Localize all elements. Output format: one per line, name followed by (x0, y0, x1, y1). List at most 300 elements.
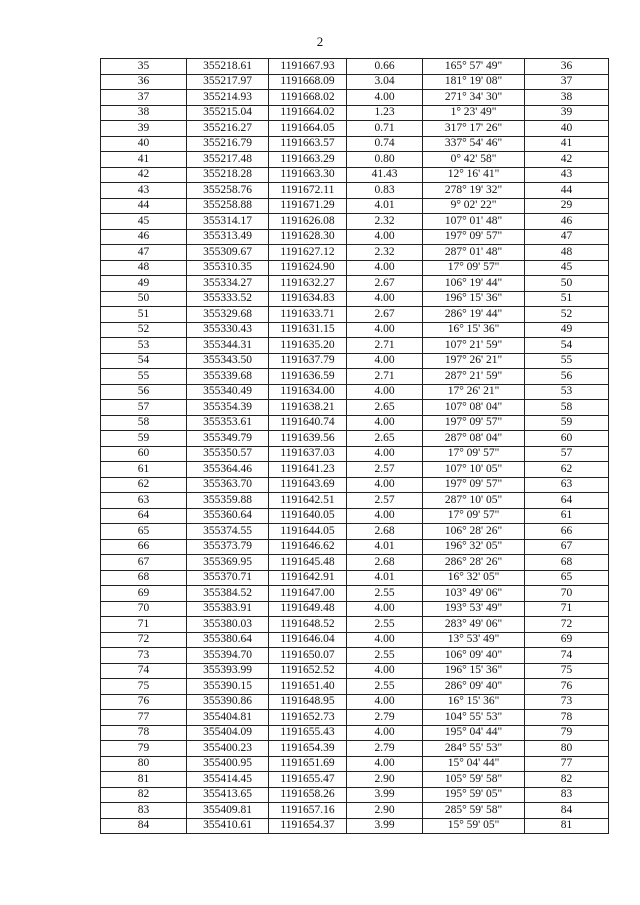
next-point-cell: 52 (525, 307, 609, 323)
point-number-cell: 65 (101, 524, 187, 540)
x-coordinate-cell: 355354.39 (187, 400, 269, 416)
y-coordinate-cell: 1191626.08 (269, 214, 347, 230)
x-coordinate-cell: 355360.64 (187, 508, 269, 524)
point-number-cell: 54 (101, 353, 187, 369)
distance-cell: 2.90 (347, 772, 423, 788)
x-coordinate-cell: 355390.15 (187, 679, 269, 695)
next-point-cell: 71 (525, 601, 609, 617)
x-coordinate-cell: 355340.49 (187, 384, 269, 400)
table-row (101, 214, 609, 230)
y-coordinate-cell: 1191642.91 (269, 570, 347, 586)
distance-cell: 4.01 (347, 198, 423, 214)
bearing-cell: 195° 04' 44" (423, 725, 525, 741)
distance-cell: 4.00 (347, 477, 423, 493)
distance-cell: 4.00 (347, 291, 423, 307)
table-row (101, 59, 609, 75)
next-point-cell: 67 (525, 539, 609, 555)
bearing-cell: 284° 55' 53" (423, 741, 525, 757)
point-number-cell: 49 (101, 276, 187, 292)
x-coordinate-cell: 355404.81 (187, 710, 269, 726)
point-number-cell: 61 (101, 462, 187, 478)
point-number-cell: 51 (101, 307, 187, 323)
x-coordinate-cell: 355384.52 (187, 586, 269, 602)
table-row (101, 818, 609, 834)
next-point-cell: 59 (525, 415, 609, 431)
y-coordinate-cell: 1191637.79 (269, 353, 347, 369)
table-row (101, 493, 609, 509)
next-point-cell: 58 (525, 400, 609, 416)
next-point-cell: 50 (525, 276, 609, 292)
next-point-cell: 37 (525, 74, 609, 90)
distance-cell: 2.67 (347, 307, 423, 323)
table-row (101, 756, 609, 772)
distance-cell: 2.32 (347, 214, 423, 230)
table-row (101, 229, 609, 245)
x-coordinate-cell: 355334.27 (187, 276, 269, 292)
y-coordinate-cell: 1191654.37 (269, 818, 347, 834)
point-number-cell: 41 (101, 152, 187, 168)
distance-cell: 0.83 (347, 183, 423, 199)
y-coordinate-cell: 1191651.69 (269, 756, 347, 772)
table-row (101, 322, 609, 338)
table-row (101, 632, 609, 648)
y-coordinate-cell: 1191672.11 (269, 183, 347, 199)
next-point-cell: 42 (525, 152, 609, 168)
next-point-cell: 54 (525, 338, 609, 354)
distance-cell: 4.00 (347, 384, 423, 400)
distance-cell: 4.00 (347, 694, 423, 710)
next-point-cell: 84 (525, 803, 609, 819)
bearing-cell: 285° 59' 58" (423, 803, 525, 819)
table-row (101, 198, 609, 214)
x-coordinate-cell: 355400.23 (187, 741, 269, 757)
table-row (101, 803, 609, 819)
table-row (101, 601, 609, 617)
x-coordinate-cell: 355215.04 (187, 105, 269, 121)
distance-cell: 3.99 (347, 818, 423, 834)
y-coordinate-cell: 1191642.51 (269, 493, 347, 509)
x-coordinate-cell: 355350.57 (187, 446, 269, 462)
x-coordinate-cell: 355333.52 (187, 291, 269, 307)
table-row (101, 369, 609, 385)
y-coordinate-cell: 1191655.43 (269, 725, 347, 741)
table-row (101, 167, 609, 183)
table-row (101, 353, 609, 369)
point-number-cell: 35 (101, 59, 187, 75)
bearing-cell: 17° 09' 57" (423, 260, 525, 276)
point-number-cell: 78 (101, 725, 187, 741)
bearing-cell: 12° 16' 41" (423, 167, 525, 183)
x-coordinate-cell: 355373.79 (187, 539, 269, 555)
table-row (101, 570, 609, 586)
bearing-cell: 0° 42' 58" (423, 152, 525, 168)
bearing-cell: 1° 23' 49" (423, 105, 525, 121)
next-point-cell: 47 (525, 229, 609, 245)
point-number-cell: 58 (101, 415, 187, 431)
y-coordinate-cell: 1191655.47 (269, 772, 347, 788)
distance-cell: 2.55 (347, 586, 423, 602)
distance-cell: 4.00 (347, 415, 423, 431)
y-coordinate-cell: 1191663.29 (269, 152, 347, 168)
x-coordinate-cell: 355343.50 (187, 353, 269, 369)
distance-cell: 2.32 (347, 245, 423, 261)
next-point-cell: 55 (525, 353, 609, 369)
point-number-cell: 71 (101, 617, 187, 633)
y-coordinate-cell: 1191633.71 (269, 307, 347, 323)
bearing-cell: 16° 32' 05" (423, 570, 525, 586)
table-row (101, 524, 609, 540)
next-point-cell: 77 (525, 756, 609, 772)
coordinates-table (100, 58, 609, 834)
table-row (101, 183, 609, 199)
next-point-cell: 64 (525, 493, 609, 509)
bearing-cell: 15° 04' 44" (423, 756, 525, 772)
y-coordinate-cell: 1191663.57 (269, 136, 347, 152)
next-point-cell: 74 (525, 648, 609, 664)
next-point-cell: 61 (525, 508, 609, 524)
next-point-cell: 68 (525, 555, 609, 571)
bearing-cell: 107° 10' 05" (423, 462, 525, 478)
distance-cell: 4.00 (347, 322, 423, 338)
bearing-cell: 287° 01' 48" (423, 245, 525, 261)
y-coordinate-cell: 1191649.48 (269, 601, 347, 617)
next-point-cell: 78 (525, 710, 609, 726)
bearing-cell: 197° 09' 57" (423, 477, 525, 493)
next-point-cell: 72 (525, 617, 609, 633)
next-point-cell: 39 (525, 105, 609, 121)
x-coordinate-cell: 355413.65 (187, 787, 269, 803)
x-coordinate-cell: 355309.67 (187, 245, 269, 261)
point-number-cell: 44 (101, 198, 187, 214)
bearing-cell: 107° 08' 04" (423, 400, 525, 416)
distance-cell: 41.43 (347, 167, 423, 183)
next-point-cell: 81 (525, 818, 609, 834)
next-point-cell: 53 (525, 384, 609, 400)
distance-cell: 3.99 (347, 787, 423, 803)
y-coordinate-cell: 1191664.02 (269, 105, 347, 121)
bearing-cell: 286° 19' 44" (423, 307, 525, 323)
x-coordinate-cell: 355380.03 (187, 617, 269, 633)
next-point-cell: 36 (525, 59, 609, 75)
next-point-cell: 44 (525, 183, 609, 199)
table-row (101, 508, 609, 524)
bearing-cell: 195° 59' 05" (423, 787, 525, 803)
table-row (101, 260, 609, 276)
y-coordinate-cell: 1191643.69 (269, 477, 347, 493)
point-number-cell: 79 (101, 741, 187, 757)
y-coordinate-cell: 1191651.40 (269, 679, 347, 695)
x-coordinate-cell: 355258.76 (187, 183, 269, 199)
bearing-cell: 271° 34' 30" (423, 90, 525, 106)
bearing-cell: 286° 09' 40" (423, 679, 525, 695)
table-row (101, 586, 609, 602)
y-coordinate-cell: 1191639.56 (269, 431, 347, 447)
point-number-cell: 56 (101, 384, 187, 400)
y-coordinate-cell: 1191627.12 (269, 245, 347, 261)
point-number-cell: 40 (101, 136, 187, 152)
distance-cell: 4.00 (347, 756, 423, 772)
table-row (101, 694, 609, 710)
bearing-cell: 106° 09' 40" (423, 648, 525, 664)
bearing-cell: 283° 49' 06" (423, 617, 525, 633)
distance-cell: 4.00 (347, 260, 423, 276)
table-row (101, 245, 609, 261)
distance-cell: 0.80 (347, 152, 423, 168)
x-coordinate-cell: 355380.64 (187, 632, 269, 648)
bearing-cell: 287° 08' 04" (423, 431, 525, 447)
next-point-cell: 75 (525, 663, 609, 679)
distance-cell: 2.71 (347, 369, 423, 385)
next-point-cell: 56 (525, 369, 609, 385)
y-coordinate-cell: 1191654.39 (269, 741, 347, 757)
distance-cell: 4.00 (347, 229, 423, 245)
distance-cell: 2.90 (347, 803, 423, 819)
bearing-cell: 193° 53' 49" (423, 601, 525, 617)
point-number-cell: 36 (101, 74, 187, 90)
point-number-cell: 39 (101, 121, 187, 137)
distance-cell: 1.23 (347, 105, 423, 121)
distance-cell: 4.01 (347, 570, 423, 586)
y-coordinate-cell: 1191647.00 (269, 586, 347, 602)
bearing-cell: 106° 19' 44" (423, 276, 525, 292)
x-coordinate-cell: 355404.09 (187, 725, 269, 741)
point-number-cell: 66 (101, 539, 187, 555)
distance-cell: 4.00 (347, 601, 423, 617)
point-number-cell: 70 (101, 601, 187, 617)
bearing-cell: 107° 01' 48" (423, 214, 525, 230)
x-coordinate-cell: 355363.70 (187, 477, 269, 493)
distance-cell: 2.65 (347, 431, 423, 447)
y-coordinate-cell: 1191652.52 (269, 663, 347, 679)
x-coordinate-cell: 355258.88 (187, 198, 269, 214)
x-coordinate-cell: 355359.88 (187, 493, 269, 509)
y-coordinate-cell: 1191632.27 (269, 276, 347, 292)
table-row (101, 415, 609, 431)
bearing-cell: 196° 15' 36" (423, 291, 525, 307)
y-coordinate-cell: 1191638.21 (269, 400, 347, 416)
x-coordinate-cell: 355390.86 (187, 694, 269, 710)
x-coordinate-cell: 355394.70 (187, 648, 269, 664)
bearing-cell: 17° 09' 57" (423, 446, 525, 462)
table-row (101, 400, 609, 416)
distance-cell: 2.68 (347, 555, 423, 571)
x-coordinate-cell: 355330.43 (187, 322, 269, 338)
bearing-cell: 196° 32' 05" (423, 539, 525, 555)
point-number-cell: 47 (101, 245, 187, 261)
next-point-cell: 76 (525, 679, 609, 695)
next-point-cell: 65 (525, 570, 609, 586)
table-row (101, 741, 609, 757)
distance-cell: 2.57 (347, 493, 423, 509)
x-coordinate-cell: 355349.79 (187, 431, 269, 447)
y-coordinate-cell: 1191635.20 (269, 338, 347, 354)
table-row (101, 384, 609, 400)
y-coordinate-cell: 1191646.62 (269, 539, 347, 555)
table-row (101, 539, 609, 555)
y-coordinate-cell: 1191648.95 (269, 694, 347, 710)
bearing-cell: 16° 15' 36" (423, 694, 525, 710)
distance-cell: 4.00 (347, 663, 423, 679)
table-row (101, 462, 609, 478)
next-point-cell: 48 (525, 245, 609, 261)
y-coordinate-cell: 1191650.07 (269, 648, 347, 664)
point-number-cell: 67 (101, 555, 187, 571)
x-coordinate-cell: 355370.71 (187, 570, 269, 586)
table-row (101, 725, 609, 741)
distance-cell: 2.55 (347, 617, 423, 633)
x-coordinate-cell: 355218.28 (187, 167, 269, 183)
x-coordinate-cell: 355314.17 (187, 214, 269, 230)
point-number-cell: 59 (101, 431, 187, 447)
y-coordinate-cell: 1191624.90 (269, 260, 347, 276)
table-row (101, 74, 609, 90)
y-coordinate-cell: 1191668.09 (269, 74, 347, 90)
y-coordinate-cell: 1191658.26 (269, 787, 347, 803)
distance-cell: 2.71 (347, 338, 423, 354)
point-number-cell: 57 (101, 400, 187, 416)
next-point-cell: 41 (525, 136, 609, 152)
table-row (101, 338, 609, 354)
y-coordinate-cell: 1191671.29 (269, 198, 347, 214)
table-row (101, 152, 609, 168)
table-row (101, 276, 609, 292)
table-row (101, 291, 609, 307)
table-row (101, 772, 609, 788)
bearing-cell: 181° 19' 08" (423, 74, 525, 90)
x-coordinate-cell: 355313.49 (187, 229, 269, 245)
next-point-cell: 38 (525, 90, 609, 106)
distance-cell: 2.55 (347, 648, 423, 664)
next-point-cell: 63 (525, 477, 609, 493)
distance-cell: 4.00 (347, 725, 423, 741)
table-row (101, 617, 609, 633)
x-coordinate-cell: 355383.91 (187, 601, 269, 617)
distance-cell: 0.66 (347, 59, 423, 75)
x-coordinate-cell: 355217.48 (187, 152, 269, 168)
next-point-cell: 69 (525, 632, 609, 648)
distance-cell: 2.79 (347, 741, 423, 757)
next-point-cell: 82 (525, 772, 609, 788)
point-number-cell: 62 (101, 477, 187, 493)
table-row (101, 105, 609, 121)
y-coordinate-cell: 1191657.16 (269, 803, 347, 819)
point-number-cell: 72 (101, 632, 187, 648)
bearing-cell: 197° 09' 57" (423, 415, 525, 431)
table-row (101, 555, 609, 571)
point-number-cell: 50 (101, 291, 187, 307)
bearing-cell: 165° 57' 49" (423, 59, 525, 75)
distance-cell: 2.57 (347, 462, 423, 478)
distance-cell: 4.01 (347, 539, 423, 555)
table-row (101, 90, 609, 106)
x-coordinate-cell: 355410.61 (187, 818, 269, 834)
bearing-cell: 13° 53' 49" (423, 632, 525, 648)
x-coordinate-cell: 355218.61 (187, 59, 269, 75)
bearing-cell: 17° 26' 21" (423, 384, 525, 400)
y-coordinate-cell: 1191634.83 (269, 291, 347, 307)
distance-cell: 2.79 (347, 710, 423, 726)
bearing-cell: 15° 59' 05" (423, 818, 525, 834)
y-coordinate-cell: 1191640.74 (269, 415, 347, 431)
distance-cell: 2.67 (347, 276, 423, 292)
bearing-cell: 103° 49' 06" (423, 586, 525, 602)
x-coordinate-cell: 355216.27 (187, 121, 269, 137)
next-point-cell: 40 (525, 121, 609, 137)
y-coordinate-cell: 1191664.05 (269, 121, 347, 137)
x-coordinate-cell: 355393.99 (187, 663, 269, 679)
bearing-cell: 106° 28' 26" (423, 524, 525, 540)
next-point-cell: 83 (525, 787, 609, 803)
table-row (101, 431, 609, 447)
coordinates-table-body (101, 59, 609, 834)
point-number-cell: 81 (101, 772, 187, 788)
point-number-cell: 83 (101, 803, 187, 819)
point-number-cell: 46 (101, 229, 187, 245)
point-number-cell: 76 (101, 694, 187, 710)
y-coordinate-cell: 1191652.73 (269, 710, 347, 726)
bearing-cell: 17° 09' 57" (423, 508, 525, 524)
next-point-cell: 70 (525, 586, 609, 602)
next-point-cell: 49 (525, 322, 609, 338)
point-number-cell: 45 (101, 214, 187, 230)
distance-cell: 4.00 (347, 446, 423, 462)
point-number-cell: 77 (101, 710, 187, 726)
bearing-cell: 16° 15' 36" (423, 322, 525, 338)
point-number-cell: 74 (101, 663, 187, 679)
x-coordinate-cell: 355400.95 (187, 756, 269, 772)
bearing-cell: 104° 55' 53" (423, 710, 525, 726)
point-number-cell: 75 (101, 679, 187, 695)
table-row (101, 477, 609, 493)
y-coordinate-cell: 1191667.93 (269, 59, 347, 75)
x-coordinate-cell: 355329.68 (187, 307, 269, 323)
y-coordinate-cell: 1191636.59 (269, 369, 347, 385)
y-coordinate-cell: 1191641.23 (269, 462, 347, 478)
x-coordinate-cell: 355339.68 (187, 369, 269, 385)
point-number-cell: 64 (101, 508, 187, 524)
point-number-cell: 82 (101, 787, 187, 803)
bearing-cell: 287° 21' 59" (423, 369, 525, 385)
point-number-cell: 48 (101, 260, 187, 276)
distance-cell: 0.74 (347, 136, 423, 152)
y-coordinate-cell: 1191631.15 (269, 322, 347, 338)
bearing-cell: 278° 19' 32" (423, 183, 525, 199)
x-coordinate-cell: 355374.55 (187, 524, 269, 540)
point-number-cell: 55 (101, 369, 187, 385)
next-point-cell: 46 (525, 214, 609, 230)
y-coordinate-cell: 1191645.48 (269, 555, 347, 571)
next-point-cell: 73 (525, 694, 609, 710)
bearing-cell: 287° 10' 05" (423, 493, 525, 509)
table-row (101, 679, 609, 695)
bearing-cell: 317° 17' 26" (423, 121, 525, 137)
page-number: 2 (316, 34, 324, 49)
next-point-cell: 62 (525, 462, 609, 478)
bearing-cell: 197° 26' 21" (423, 353, 525, 369)
table-row (101, 446, 609, 462)
table-row (101, 648, 609, 664)
bearing-cell: 9° 02' 22" (423, 198, 525, 214)
next-point-cell: 51 (525, 291, 609, 307)
next-point-cell: 79 (525, 725, 609, 741)
x-coordinate-cell: 355344.31 (187, 338, 269, 354)
x-coordinate-cell: 355409.81 (187, 803, 269, 819)
bearing-cell: 197° 09' 57" (423, 229, 525, 245)
y-coordinate-cell: 1191663.30 (269, 167, 347, 183)
bearing-cell: 105° 59' 58" (423, 772, 525, 788)
table-row (101, 121, 609, 137)
point-number-cell: 42 (101, 167, 187, 183)
